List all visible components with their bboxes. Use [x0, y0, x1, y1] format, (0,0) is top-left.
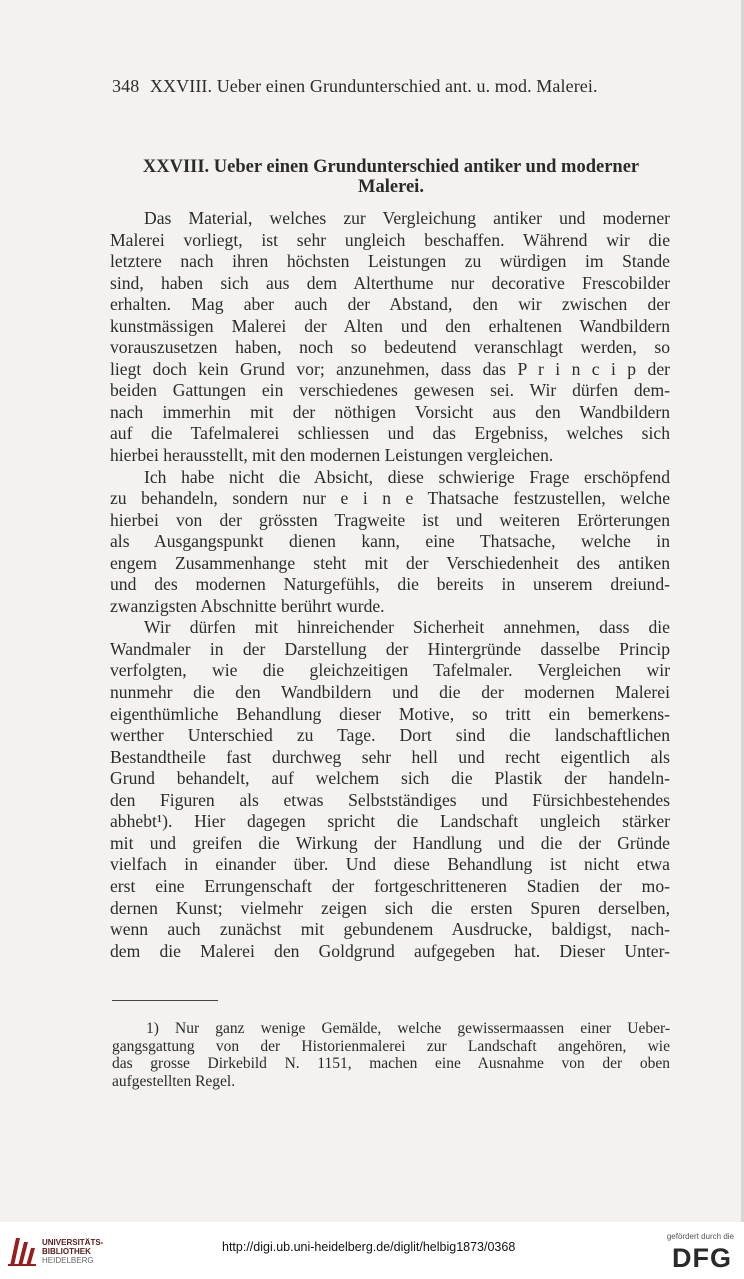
text-line: wenn auch zunächst mit gebundenem Ausdrucke, baldigst, nach- — [110, 919, 670, 940]
text-line: verfolgten, wie die gleichzeitigen Tafelmaler. Vergleichen wir — [110, 660, 670, 681]
text-line: Wandmaler in der Darstellung der Hintergründe dasselbe Princip — [110, 638, 670, 659]
library-name[interactable] — [42, 1238, 103, 1265]
text-line: den Figuren als etwas Selbstständiges und Fürsichbestehendes — [110, 789, 670, 810]
text-line: und des modernen Naturgefühls, die bereits in unserem dreiund- — [110, 574, 670, 595]
text-line: dem die Malerei den Goldgrund aufgegeben hat. Dieser Unter- — [110, 940, 670, 961]
library-name-line-3: HEIDELBERG — [42, 1256, 94, 1265]
body-text — [110, 208, 670, 962]
text-line: kunstmässigen Malerei der Alten und den erhaltenen Wandbildern — [110, 315, 670, 336]
text-line: engem Zusammenhange steht mit der Verschiedenheit des antiken — [110, 552, 670, 573]
text-line: erhalten. Mag aber auch der Abstand, den wir zwischen der — [110, 294, 670, 315]
text-line: Das Material, welches zur Vergleichung antiker und moderner — [144, 208, 670, 228]
footnote-line: 1) Nur ganz wenige Gemälde, welche gewissermaassen einer Ueber- — [146, 1020, 670, 1037]
text-line: Wir dürfen mit hinreichender Sicherheit annehmen, dass die — [144, 617, 670, 638]
funding-note: gefördert durch die — [666, 1232, 734, 1241]
text-line: Malerei vorliegt, ist sehr ungleich beschaffen. Während wir die — [110, 229, 670, 250]
text-line: nunmehr die den Wandbildern und die der modernen Malerei — [110, 682, 670, 703]
library-name-line-2: BIBLIOTHEK — [42, 1247, 91, 1256]
library-name-line-1: UNIVERSITÄTS- — [42, 1238, 104, 1247]
chapter-title-line-1: XXVIII. Ueber einen Grundunterschied antiker und moderner — [142, 157, 640, 177]
footnote-line: aufgestellten Regel. — [112, 1072, 236, 1090]
running-header — [112, 76, 657, 97]
page-number: 348 — [112, 76, 140, 96]
text-line: nach immerhin mit der nöthigen Vorsicht aus den Wandbildern — [110, 401, 670, 422]
text-line: hierbei herausstellt, mit den modernen Leistungen vergleichen. — [110, 445, 554, 466]
university-library-logo-icon[interactable] — [6, 1234, 38, 1268]
text-line: sind, haben sich aus dem Alterthume nur decorative Frescobilder — [110, 272, 670, 293]
chapter-title — [112, 157, 670, 197]
text-line: mit und greifen die Wirkung der Handlung und die der Gründe — [110, 832, 670, 853]
viewer-footer — [0, 1222, 744, 1279]
text-line: beiden Gattungen ein verschiedenes gewesen sei. Wir dürfen dem- — [110, 380, 670, 401]
permalink-url[interactable]: http://digi.ub.uni-heidelberg.de/diglit/helbig1873/0368 — [222, 1240, 516, 1254]
text-line: als Ausgangspunkt dienen kann, eine Thatsache, welche in — [110, 531, 670, 552]
text-line: liegt doch kein Grund vor; anzunehmen, dass das P r i n c i p der — [110, 358, 670, 379]
text-line: Grund behandelt, auf welchem sich die Plastik der handeln- — [110, 768, 670, 789]
text-line: Bestandtheile fast durchweg sehr hell und recht eigentlich als — [110, 746, 670, 767]
footnote — [112, 1020, 670, 1090]
text-line: hierbei von der grössten Tragweite ist und weiteren Erörterungen — [110, 509, 670, 530]
text-line: zu behandeln, sondern nur e i n e Thatsache festzustellen, welche — [110, 488, 670, 509]
text-line: vorauszusetzen haben, noch so bedeutend veranschlagt werden, so — [110, 337, 670, 358]
running-title: XXVIII. Ueber einen Grundunterschied ant. u. mod. Malerei. — [149, 76, 598, 96]
text-line: eigenthümliche Behandlung dieser Motive, so tritt ein bemerkens- — [110, 703, 670, 724]
text-line: erst eine Errungenschaft der fortgeschritteneren Stadien der mo- — [110, 875, 670, 896]
text-line: werther Unterschied zu Tage. Dort sind die landschaftlichen — [110, 725, 670, 746]
text-line: vielfach in einander über. Und diese Behandlung ist nicht etwa — [110, 854, 670, 875]
footnote-separator — [112, 1000, 218, 1001]
text-line: abhebt¹). Hier dagegen spricht die Landschaft ungleich stärker — [110, 811, 670, 832]
text-line: dernen Kunst; vielmehr zeigen sich die ersten Spuren derselben, — [110, 897, 670, 918]
text-line: zwanzigsten Abschnitte berührt wurde. — [110, 595, 385, 616]
footnote-line: gangsgattung von der Historienmalerei zur Landschaft angehören, wie — [112, 1037, 670, 1055]
text-line: letztere nach ihren höchsten Leistungen zu würdigen im Stande — [110, 251, 670, 272]
text-line: Ich habe nicht die Absicht, diese schwierige Frage erschöpfend — [144, 466, 670, 487]
dfg-logo-icon[interactable]: DFG — [672, 1243, 732, 1273]
chapter-title-line-2: Malerei. — [358, 177, 424, 197]
text-line: auf die Tafelmalerei schliessen und das Ergebniss, welches sich — [110, 423, 670, 444]
footnote-line: das grosse Dirkebild N. 1151, machen eine Ausnahme von der oben — [112, 1055, 670, 1072]
